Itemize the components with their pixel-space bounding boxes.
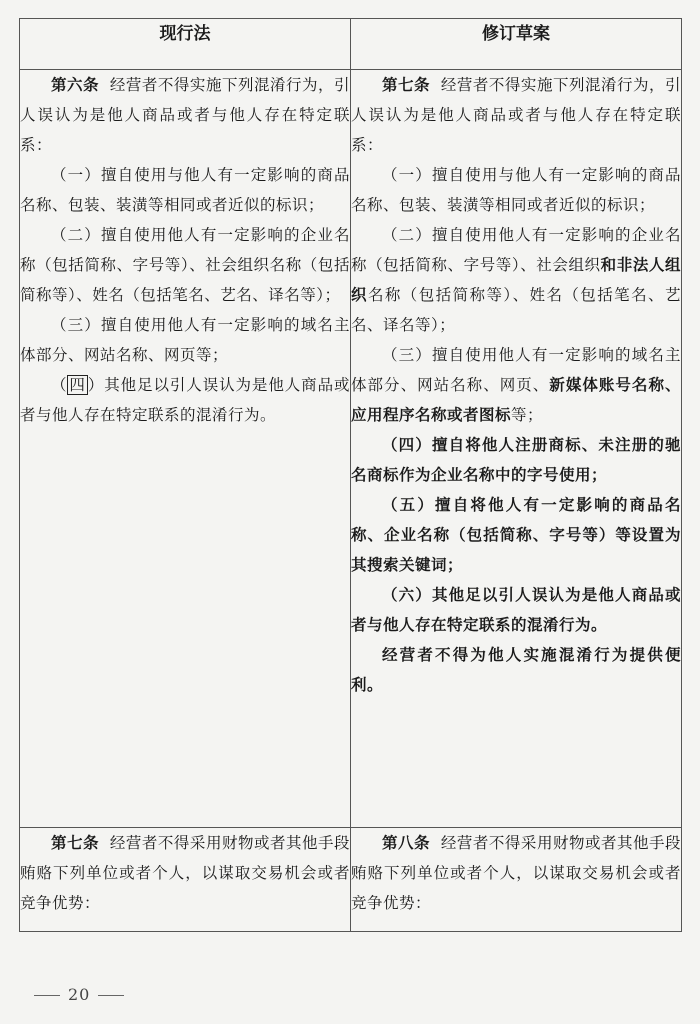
header-revised-draft: 修订草案 — [351, 19, 682, 70]
clause-3-text-b: 等； — [511, 406, 544, 424]
clause-6-text: （六）其他足以引人误认为是他人商品或者与他人存在特定联系的混淆行为。 — [351, 586, 681, 634]
table-header-row — [20, 19, 682, 70]
clause-6 — [351, 580, 681, 640]
clause-2 — [351, 220, 681, 340]
clause-2-amendment: 和非法人组织 — [351, 256, 681, 304]
page-number: 20 — [68, 985, 91, 1004]
revised-draft-cell — [351, 70, 682, 828]
clause-3 — [351, 340, 681, 430]
table-row — [20, 828, 682, 932]
current-law-cell — [20, 70, 351, 828]
article-text: 经营者不得实施下列混淆行为，引人误认为是他人商品或者与他人存在特定联系： — [351, 76, 681, 154]
footer-dash-left — [34, 995, 60, 996]
footer-dash-right — [98, 995, 124, 996]
clause-3-amendment: 新媒体账号名称、应用程序名称或者图标 — [351, 376, 681, 424]
clause-5-new: （五）擅自将他人有一定影响的商品名称、企业名称（包括简称、字号等）等设置为其搜索关键词； — [351, 496, 681, 574]
article-label: 第八条 — [382, 834, 431, 852]
clause-4-open: （ — [51, 376, 68, 394]
comparison-table — [19, 18, 682, 932]
clause-2-text-a: （二）擅自使用他人有一定影响的企业名称（包括简称、字号等）、社会组织 — [351, 226, 681, 274]
article-label: 第七条 — [382, 76, 431, 94]
boxed-numeral: 四 — [69, 376, 86, 394]
article-paragraph — [20, 828, 350, 918]
clause-3: （三）擅自使用他人有一定影响的域名主体部分、网站名称、网页等； — [20, 316, 350, 364]
article-label: 第六条 — [51, 76, 100, 94]
article-paragraph — [351, 70, 681, 160]
clause-3-text-a: （三）擅自使用他人有一定影响的域名主体部分、网站名称、网页、 — [351, 346, 681, 394]
article-label: 第七条 — [51, 834, 100, 852]
article-paragraph — [20, 70, 350, 160]
article-text: 经营者不得采用财物或者其他手段贿赂下列单位或者个人，以谋取交易机会或者竞争优势： — [351, 834, 681, 912]
added-paragraph: 经营者不得为他人实施混淆行为提供便利。 — [351, 646, 681, 694]
clause-4-text: ）其他足以引人误认为是他人商品或者与他人存在特定联系的混淆行为。 — [20, 376, 350, 424]
article-text: 经营者不得实施下列混淆行为，引人误认为是他人商品或者与他人存在特定联系： — [20, 76, 350, 154]
table-row — [20, 70, 682, 828]
clause-1: （一）擅自使用与他人有一定影响的商品名称、包装、装潢等相同或者近似的标识； — [20, 166, 350, 214]
clause-4-new: （四）擅自将他人注册商标、未注册的驰名商标作为企业名称中的字号使用； — [351, 436, 681, 484]
header-current-law: 现行法 — [20, 19, 351, 70]
clause-2-text-b: 名称（包括简称等）、姓名（包括笔名、艺名、译名等）； — [351, 286, 681, 334]
page-footer — [26, 985, 132, 1004]
clause-2: （二）擅自使用他人有一定影响的企业名称（包括简称、字号等）、社会组织名称（包括简称等）、姓名（包括笔名、艺名、译名等）； — [20, 226, 350, 304]
clause-4 — [20, 370, 350, 430]
clause-1: （一）擅自使用与他人有一定影响的商品名称、包装、装潢等相同或者近似的标识； — [351, 166, 681, 214]
revised-draft-cell — [351, 828, 682, 932]
article-text: 经营者不得采用财物或者其他手段贿赂下列单位或者个人，以谋取交易机会或者竞争优势： — [20, 834, 350, 912]
current-law-cell — [20, 828, 351, 932]
article-paragraph — [351, 828, 681, 918]
